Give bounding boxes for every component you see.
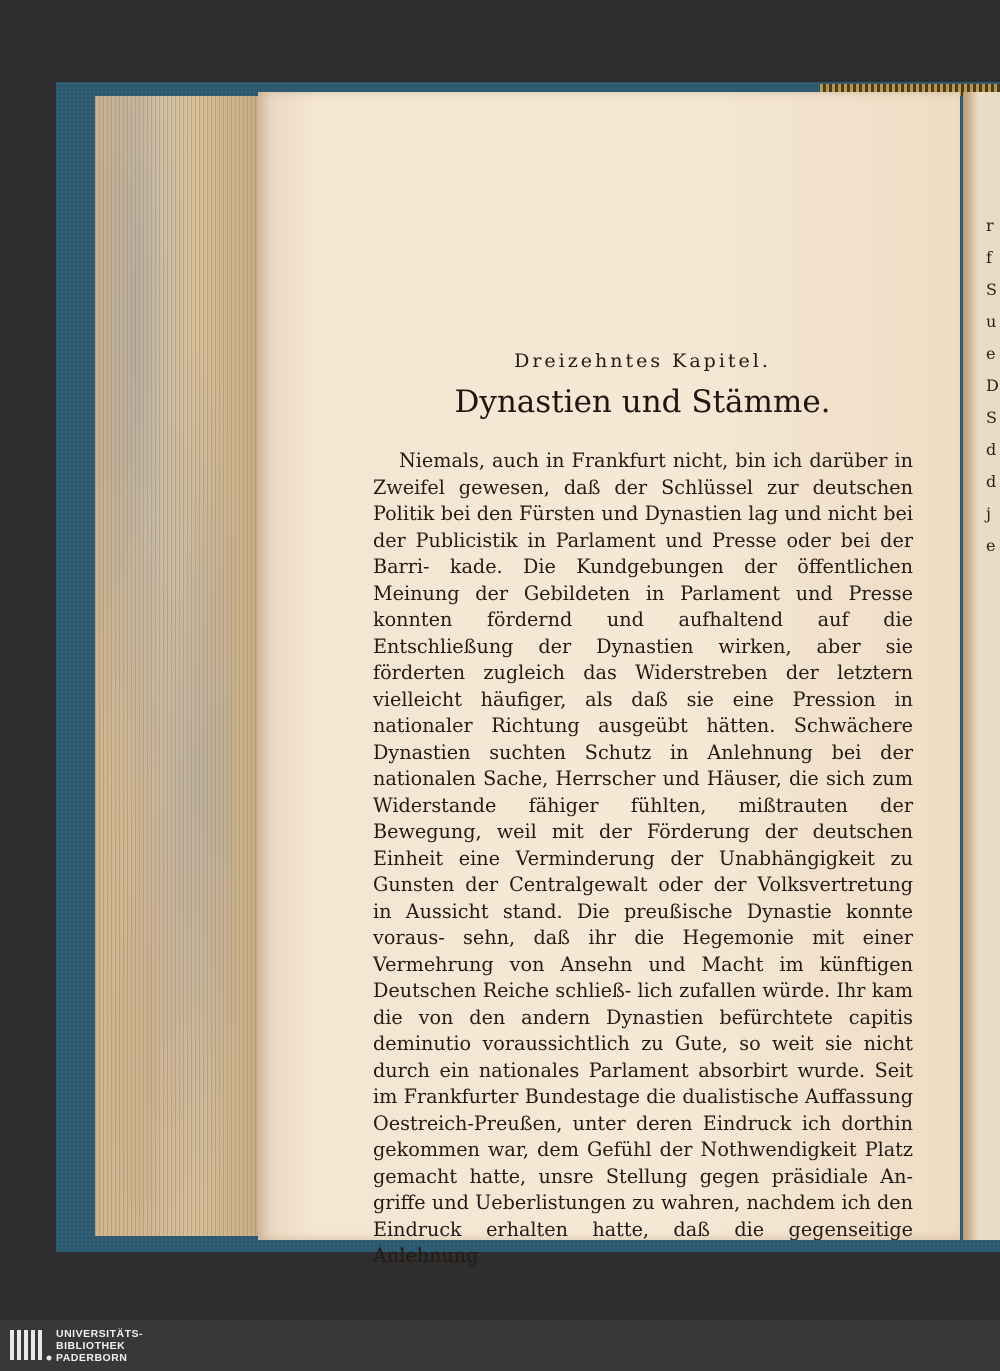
facing-page-letter: D xyxy=(986,376,999,395)
facing-page-letter: e xyxy=(986,344,996,363)
facing-page-letter: d xyxy=(986,472,997,491)
body-paragraph: Niemals, auch in Frankfurt nicht, bin ich darüber in Zweifel gewesen, daß der Schlüssel zur deutschen Politik bei den Fürsten und Dynastien lag und nicht bei der Publicistik in Parlament und Presse oder bei der Barri- kade. Die Kundgebungen der öffentlichen Meinung der Gebildeten in Parlament und Presse konnten fördernd und aufhaltend auf die Entschließung der Dynastien wirken, aber sie förderten zugleich das Widerstreben der letztern vielleicht häufiger, als daß sie eine Pression in nationaler Richtung ausgeübt hätten. Schwächere Dynastien suchten Schutz in Anlehnung bei der nationalen Sache, Herrscher und Häuser, die sich zum Widerstande fähiger fühlten, mißtrauten der Bewegung, weil mit der Förderung der deutschen Einheit eine Verminderung der Unabhängigkeit zu Gunsten der Centralgewalt oder der Volksvertretung in Aussicht stand. Die preußische Dynastie konnte voraus- sehn, daß ihr die Hegemonie mit einer Vermehrung von Ansehn und Macht im künftigen Deutschen Reiche schließ- lich zufallen würde. Ihr kam die von den andern Dynastien befürchtete capitis deminutio voraussichtlich zu Gute, so weit sie nicht durch ein nationales Parlament absorbirt wurde. Seit im Frankfurter Bundestage die dualistische Auffassung Oestreich-Preußen, unter deren Eindruck ich dorthin gekommen war, dem Gefühl der Nothwendigkeit Platz gemacht hatte, unsre Stellung gegen präsidiale An- griffe und Ueberlistungen zu wahren, nachdem ich den Eindruck erhalten hatte, daß die gegenseitige Anlehnung xyxy=(373,449,913,1267)
facing-page-letter: S xyxy=(986,280,997,299)
logo-line: PADERBORN xyxy=(56,1352,128,1364)
facing-page-text xyxy=(986,210,1000,562)
library-logo-text xyxy=(56,1328,176,1364)
facing-page-letter: f xyxy=(986,248,992,267)
chapter-title: Dynastien und Stämme. xyxy=(454,384,831,420)
facing-page-letter: u xyxy=(986,312,997,331)
logo-line: BIBLIOTHEK xyxy=(56,1340,126,1352)
facing-page-letter: d xyxy=(986,440,997,459)
chapter-number: Dreizehntes Kapitel. xyxy=(514,350,771,372)
facing-page-letter: S xyxy=(986,408,997,427)
facing-page-letter: r xyxy=(986,216,994,235)
library-footer xyxy=(0,1320,1000,1371)
library-logo-icon xyxy=(8,1326,52,1364)
facing-page-letter: e xyxy=(986,536,996,555)
page-edge-marbling xyxy=(95,96,235,1236)
facing-page-letter: j xyxy=(986,504,991,523)
logo-line: UNIVERSITÄTS- xyxy=(56,1328,144,1340)
